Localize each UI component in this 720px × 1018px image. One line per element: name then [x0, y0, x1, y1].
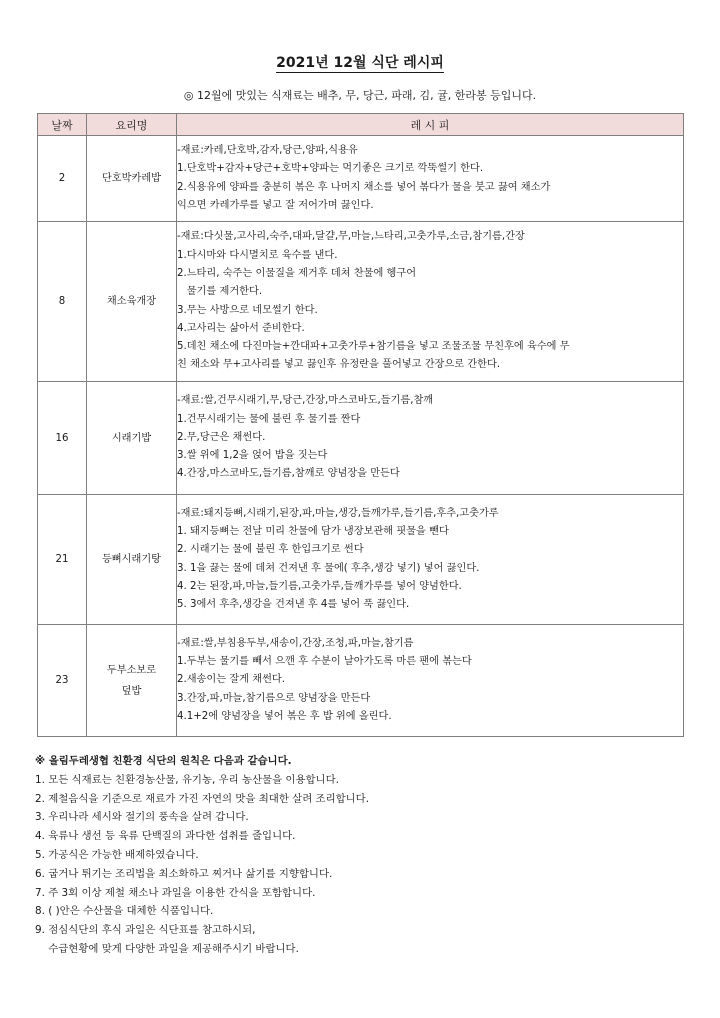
- principle-item: 1. 모든 식재료는 친환경농산물, 유기농, 우리 농산물을 이용합니다.: [35, 773, 339, 786]
- header-dish: 요리명: [87, 114, 177, 136]
- recipe-line: 1.다시마와 다시멸치로 육수를 낸다.: [177, 249, 338, 261]
- recipe-line: 1. 돼지등뼈는 전날 미리 찬물에 담가 냉장보관해 핏물을 뺀다: [177, 525, 449, 537]
- day-cell: 16: [38, 382, 87, 495]
- recipe-line: 4.간장,마스코바도,들기름,참깨로 양념장을 만든다: [177, 468, 400, 480]
- recipe-line: 익으면 카레가루를 넣고 잘 저어가며 끓인다.: [177, 199, 374, 211]
- recipe-cell: [177, 382, 684, 495]
- table-row: [38, 136, 684, 222]
- header-day: 날짜: [38, 114, 87, 136]
- principle-item: 3. 우리나라 세시와 절기의 풍속을 살려 갑니다.: [35, 811, 249, 824]
- principles-heading: ※ 올림두레생협 친환경 식단의 원칙은 다음과 같습니다.: [35, 755, 292, 767]
- dish-name-cell: [87, 136, 177, 222]
- dish-name: 덮밥: [121, 685, 142, 697]
- day-cell: 8: [38, 222, 87, 382]
- principle-item: 6. 굽거나 튀기는 조리법을 최소화하고 찌거나 삶기를 지향합니다.: [35, 867, 333, 880]
- principle-item: 9. 점심식단의 후식 과일은 식단표를 참고하시되,: [35, 924, 256, 937]
- recipe-line: -재료:다싯물,고사리,숙주,대파,달걀,무,마늘,느타리,고춧가루,소금,참기름,간장: [177, 231, 525, 243]
- principle-item: 4. 육류나 생선 등 육류 단백질의 과다한 섭취를 줄입니다.: [35, 830, 296, 843]
- recipe-line: 1.건무시래기는 물에 불린 후 물기를 짠다: [177, 413, 361, 425]
- day-cell: 23: [38, 625, 87, 737]
- recipe-cell: [177, 136, 684, 222]
- principle-item: 8. ( )안은 수산물을 대체한 식품입니다.: [35, 905, 214, 918]
- recipe-line: -재료:돼지등뼈,시래기,된장,파,마늘,생강,들깨가루,들기름,후추,고춧가루: [177, 507, 499, 519]
- table-row: [38, 382, 684, 495]
- recipe-line: 2.새송이는 잘게 채썬다.: [177, 674, 286, 686]
- recipe-cell: [177, 495, 684, 625]
- recipe-line: 3. 1을 끓는 물에 데쳐 건져낸 후 물에( 후추,생강 넣기) 넣어 끓인다.: [177, 562, 480, 574]
- recipe-cell: [177, 222, 684, 382]
- dish-name-cell: [87, 222, 177, 382]
- recipe-line: 3.간장,파,마늘,참기름으로 양념장을 만든다: [177, 692, 371, 704]
- dish-name: 시래기밥: [111, 432, 152, 444]
- table-row: [38, 625, 684, 737]
- recipe-line: 1.단호박+감자+당근+호박+양파는 먹기좋은 크기로 깍뚝썰기 한다.: [177, 163, 484, 175]
- dish-name: 채소육개장: [106, 296, 157, 307]
- dish-name: 단호박카레밥: [101, 173, 162, 184]
- dish-name: 두부소보로: [106, 664, 157, 676]
- recipe-line: 5.데친 채소에 다진마늘+깐대파+고춧가루+참기름을 넣고 조물조물 무친후에 육수에 무: [177, 341, 570, 353]
- recipe-line: 3.무는 사방으로 네모썰기 한다.: [177, 304, 318, 316]
- recipe-line: 4.1+2에 양념장을 넣어 볶은 후 밥 위에 올린다.: [177, 710, 392, 722]
- recipe-line: 1.두부는 물기를 빼서 으깬 후 수분이 날아가도록 마른 팬에 볶는다: [177, 656, 472, 668]
- dish-name-cell: [87, 625, 177, 737]
- table-row: [38, 495, 684, 625]
- table-row: [38, 222, 684, 382]
- day-cell: 2: [38, 136, 87, 222]
- principle-item: 2. 제철음식을 기준으로 재료가 가진 자연의 맛을 최대한 살려 조리합니다.: [35, 792, 370, 805]
- recipe-line: 2.느타리, 숙주는 이물질을 제거후 데쳐 찬물에 헹구어: [177, 267, 417, 279]
- recipe-line: 5. 3에서 후추,생강을 건져낸 후 4를 넣어 푹 끓인다.: [177, 599, 410, 611]
- recipe-line: -재료:쌀,부침용두부,새송이,간장,조청,파,마늘,참기름: [177, 637, 414, 649]
- recipe-cell: [177, 625, 684, 737]
- recipe-line: 친 채소와 무+고사리를 넣고 끓인후 유정란을 풀어넣고 간장으로 간한다.: [177, 359, 501, 371]
- table-header-row: [38, 114, 684, 136]
- recipe-line: 4. 2는 된장,파,마늘,들기름,고춧가루,들깨가루를 넣어 양념한다.: [177, 580, 462, 592]
- recipe-line: 4.고사리는 삶아서 준비한다.: [177, 322, 305, 334]
- day-cell: 21: [38, 495, 87, 625]
- recipe-line: 3.쌀 위에 1,2을 얹어 밥을 짓는다: [177, 450, 328, 462]
- dish-name-cell: [87, 382, 177, 495]
- header-recipe: 레 시 피: [177, 114, 684, 136]
- principles-section: [35, 752, 695, 959]
- recipe-line: 물기를 제거한다.: [177, 286, 263, 298]
- dish-name-cell: [87, 495, 177, 625]
- recipe-table: [37, 113, 684, 737]
- principle-item: 5. 가공식은 가능한 배제하였습니다.: [35, 848, 199, 861]
- recipe-line: -재료:카레,단호박,감자,당근,양파,식용유: [177, 144, 358, 156]
- recipe-line: 2.식용유에 양파를 충분히 볶은 후 나머지 채소를 넣어 볶다가 물을 붓고 끓여 채소가: [177, 181, 551, 193]
- subtitle: ◎ 12월에 맛있는 식재료는 배추, 무, 당근, 파래, 김, 귤, 한라봉 등입니다.: [183, 89, 537, 102]
- recipe-line: 2. 시래기는 물에 불린 후 한입크기로 썬다: [177, 544, 364, 556]
- page-title: 2021년 12월 식단 레시피: [276, 55, 444, 71]
- principle-item: 7. 주 3회 이상 제철 채소나 과일을 이용한 간식을 포함합니다.: [35, 886, 316, 899]
- principle-item: 수급현황에 맞게 다양한 과일을 제공해주시기 바랍니다.: [35, 942, 299, 955]
- recipe-line: -재료:쌀,건무시래기,무,당근,간장,마스코바도,들기름,참깨: [177, 395, 434, 407]
- recipe-line: 2.무,당근은 채썬다.: [177, 431, 266, 443]
- dish-name: 등뼈시래기탕: [101, 554, 162, 565]
